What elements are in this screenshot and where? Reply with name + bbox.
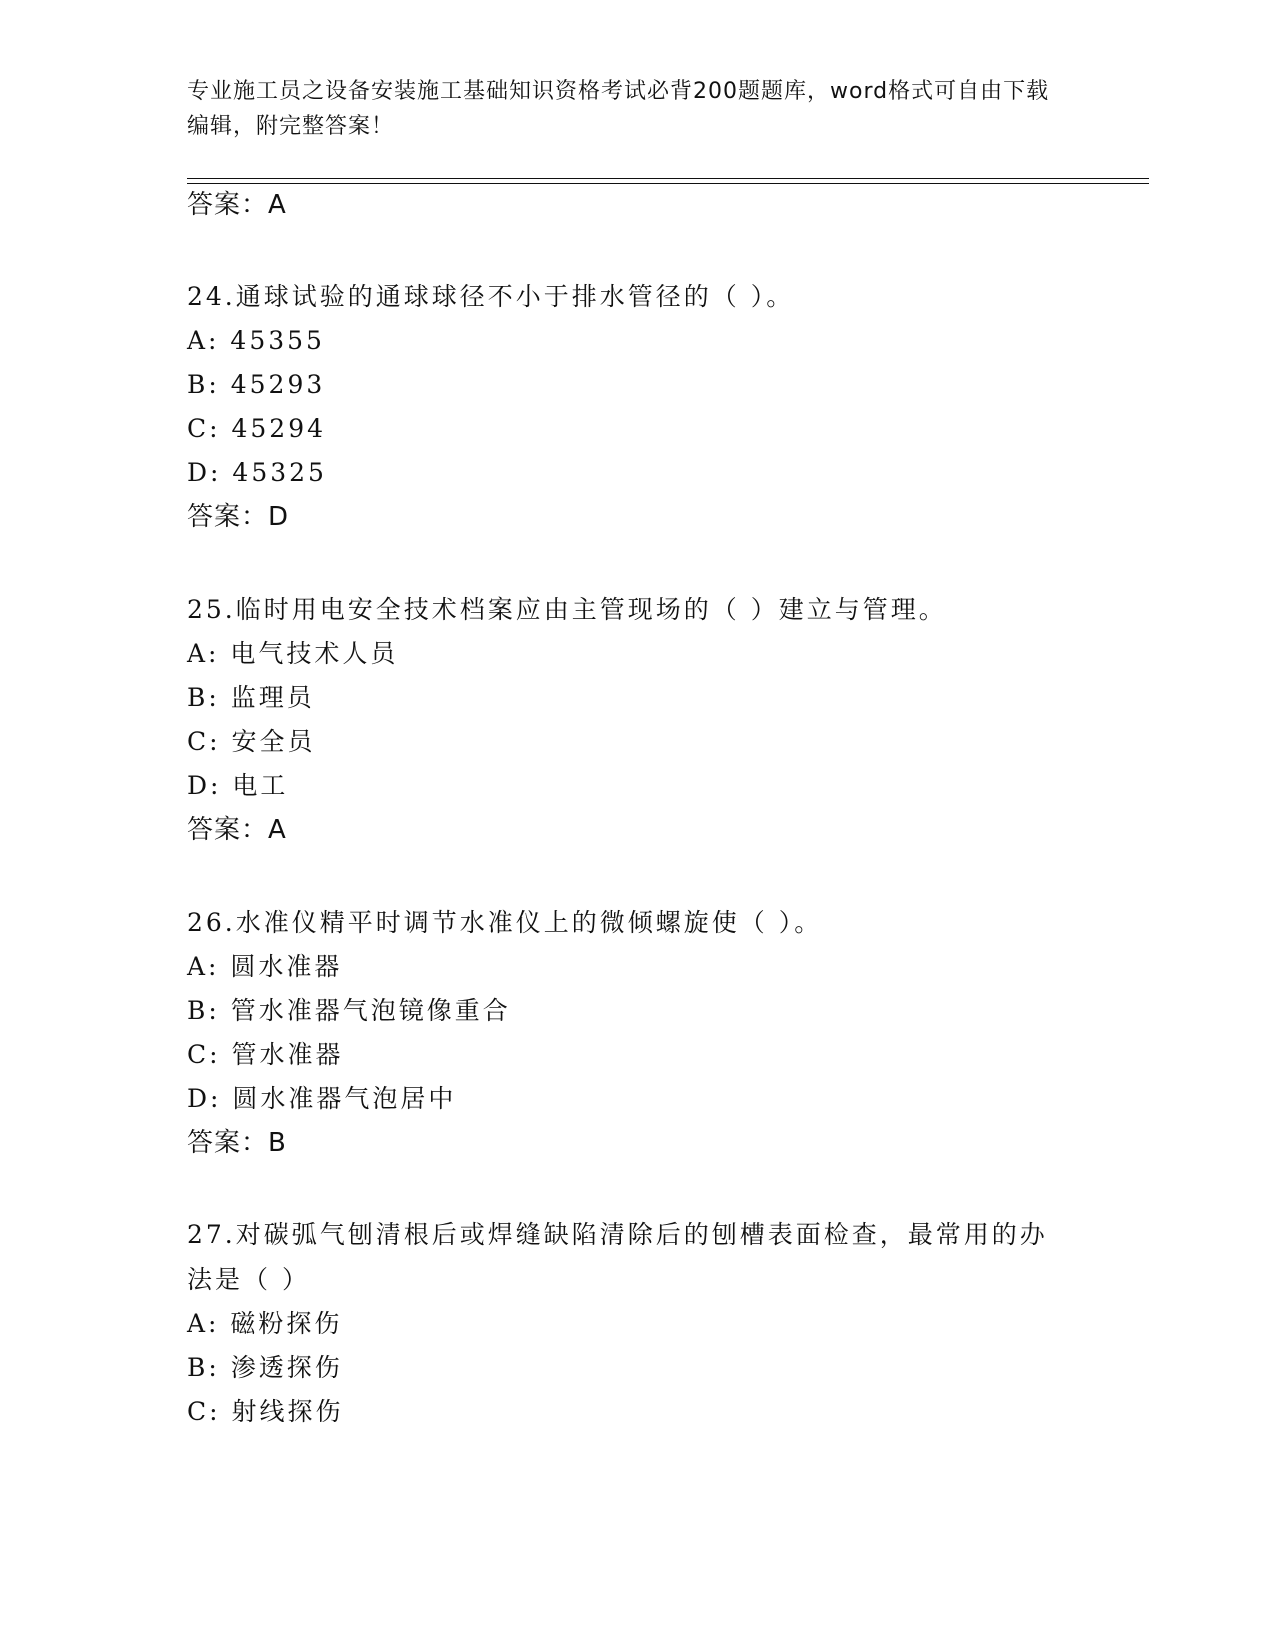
option-25-b: B: 监理员 [187,683,315,712]
answer-24: 答案：D [187,502,290,532]
option-26-a: A: 圆水准器 [187,952,343,981]
question-27: 27.对碳弧气刨清根后或焊缝缺陷清除后的刨槽表面检查，最常用的办法是（ ） [187,1220,1048,1294]
option-25-c: C: 安全员 [187,727,316,756]
option-24-a: A: 45355 [187,326,325,355]
option-26-c: C: 管水准器 [187,1040,344,1069]
answer-25: 答案：A [187,815,287,845]
option-27-a: A: 磁粉探伤 [187,1309,343,1338]
option-25-a: A: 电气技术人员 [187,639,399,668]
question-25: 25.临时用电安全技术档案应由主管现场的（ ）建立与管理。 [187,595,947,624]
option-27-c: C: 射线探伤 [187,1397,344,1426]
option-24-b: B: 45293 [187,370,326,399]
answer-23: 答案：A [187,190,287,220]
option-26-d: D: 圆水准器气泡居中 [187,1084,457,1113]
document-header: 专业施工员之设备安装施工基础知识资格考试必背200题题库，word格式可自由下载编辑，附完整答案！ [187,79,1050,139]
option-26-b: B: 管水准器气泡镜像重合 [187,996,511,1025]
option-24-d: D: 45325 [187,458,327,487]
option-27-b: B: 渗透探伤 [187,1353,343,1382]
header-divider-top [187,178,1149,179]
option-24-c: C: 45294 [187,414,327,443]
header-divider-bottom [187,183,1149,184]
question-24: 24.通球试验的通球球径不小于排水管径的（ ）。 [187,282,795,311]
answer-26: 答案：B [187,1128,287,1158]
question-26: 26.水准仪精平时调节水准仪上的微倾螺旋使（ ）。 [187,908,823,937]
option-25-d: D: 电工 [187,771,289,800]
